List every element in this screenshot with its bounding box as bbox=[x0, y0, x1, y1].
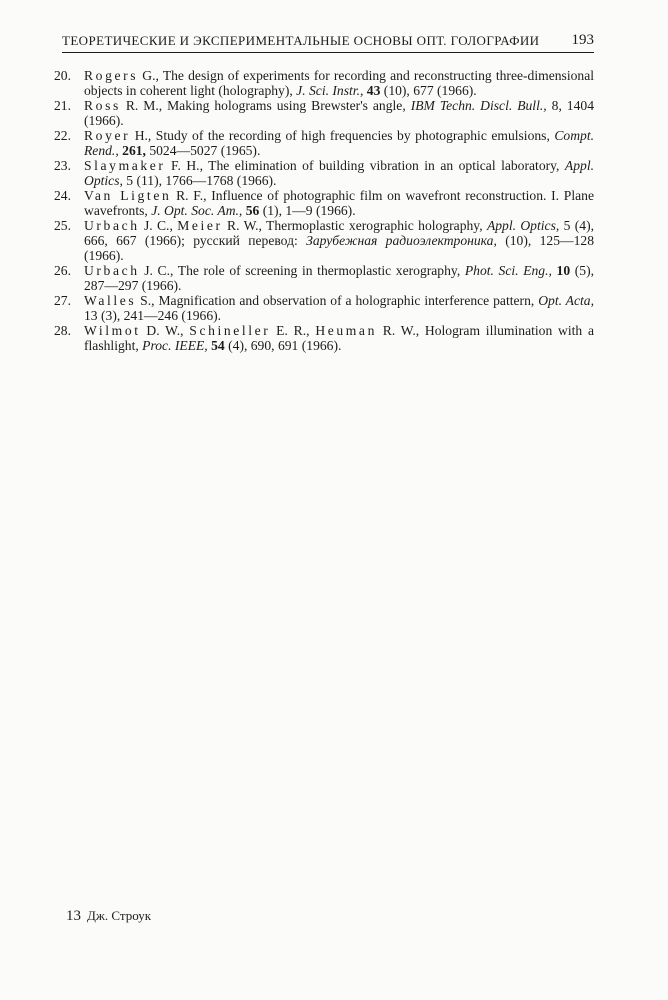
running-title: ТЕОРЕТИЧЕСКИЕ И ЭКСПЕРИМЕНТАЛЬНЫЕ ОСНОВЫ ОПТ. ГОЛОГРАФИИ bbox=[62, 33, 540, 48]
reference-item: 24. Van Ligten R. F., Influence of photographic film on wavefront reconstruction. I. Plane wavefronts, J. Opt. Soc. Am., 56 (1), 1—9 (1966). bbox=[54, 188, 594, 218]
reference-item: 20. Rogers G., The design of experiments for recording and reconstructing three-dimensional objects in coherent light (holography), J. Sci. Instr., 43 (10), 677 (1966). bbox=[54, 68, 594, 98]
reference-item: 26. Urbach J. C., The role of screening in thermoplastic xerography, Phot. Sci. Eng., 10 (5), 287—297 (1966). bbox=[54, 263, 595, 293]
author: Rogers bbox=[84, 68, 139, 83]
journal: Appl. Optics, bbox=[84, 158, 594, 188]
volume: 43 bbox=[366, 83, 381, 98]
reference-item: 21. Ross R. M., Making holograms using Brewster's angle, IBM Techn. Discl. Bull., 8, 1404 (1966). bbox=[54, 98, 594, 128]
journal: IBM Techn. Discl. Bull., bbox=[410, 98, 547, 113]
journal: Compt. Rend., bbox=[84, 128, 594, 158]
author: Royer bbox=[84, 128, 131, 143]
volume: 13 bbox=[84, 308, 98, 323]
author: Ross bbox=[84, 98, 121, 113]
author: Urbach bbox=[84, 263, 140, 278]
reference-item: 25. Urbach J. C., Meier R. W., Thermoplastic xerographic holography, Appl. Optics, 5 (4), 666, 667 (1966); русский перевод: Зарубежная радиоэлектроника, (10), 125—128 (1966). bbox=[54, 218, 594, 263]
reference-item: 22. Royer H., Study of the recording of high frequencies by photographic emulsions, Compt. Rend., 261, 5024—5027 (1965). bbox=[54, 128, 594, 158]
author: Urbach bbox=[84, 218, 140, 233]
author: Walles bbox=[84, 293, 137, 308]
journal: Appl. Optics, bbox=[486, 218, 560, 233]
volume: 261, bbox=[122, 143, 146, 158]
signature-number: 13 bbox=[66, 908, 81, 924]
page-number: 193 bbox=[571, 32, 594, 48]
author: Van Ligten bbox=[84, 188, 172, 203]
journal: Opt. Acta, bbox=[538, 293, 594, 308]
author: Meier bbox=[177, 218, 223, 233]
page-footer bbox=[66, 908, 151, 925]
reference-item: 23. Slaymaker F. H., The elimination of building vibration in an optical laboratory, Appl. Optics, 5 (11), 1766—1768 (1966). bbox=[54, 158, 594, 188]
running-header bbox=[62, 32, 594, 53]
journal: Зарубежная радиоэлектроника, bbox=[306, 233, 497, 248]
author: Heuman bbox=[315, 323, 377, 338]
footer-author: Дж. Строук bbox=[87, 908, 152, 923]
volume: 10 bbox=[556, 263, 571, 278]
author: Schineller bbox=[189, 323, 271, 338]
author: Wilmot bbox=[84, 323, 141, 338]
volume: 56 bbox=[245, 203, 260, 218]
journal: Phot. Sci. Eng., bbox=[464, 263, 552, 278]
journal: J. Sci. Instr., bbox=[296, 83, 364, 98]
author: Slaymaker bbox=[84, 158, 166, 173]
volume: 8, bbox=[551, 98, 562, 113]
volume: 5 bbox=[126, 173, 134, 188]
volume: 54 bbox=[211, 338, 225, 353]
journal: J. Opt. Soc. Am., bbox=[151, 203, 243, 218]
journal: Proc. IEEE, bbox=[142, 338, 208, 353]
reference-item: 28. Wilmot D. W., Schineller E. R., Heuman R. W., Hologram illumination with a flashlight, Proc. IEEE, 54 (4), 690, 691 (1966). bbox=[54, 323, 595, 353]
reference-item: 27. Walles S., Magnification and observation of a holographic interference pattern, Opt. Acta, 13 (3), 241—246 (1966). bbox=[54, 293, 594, 323]
reference-list bbox=[54, 68, 594, 353]
